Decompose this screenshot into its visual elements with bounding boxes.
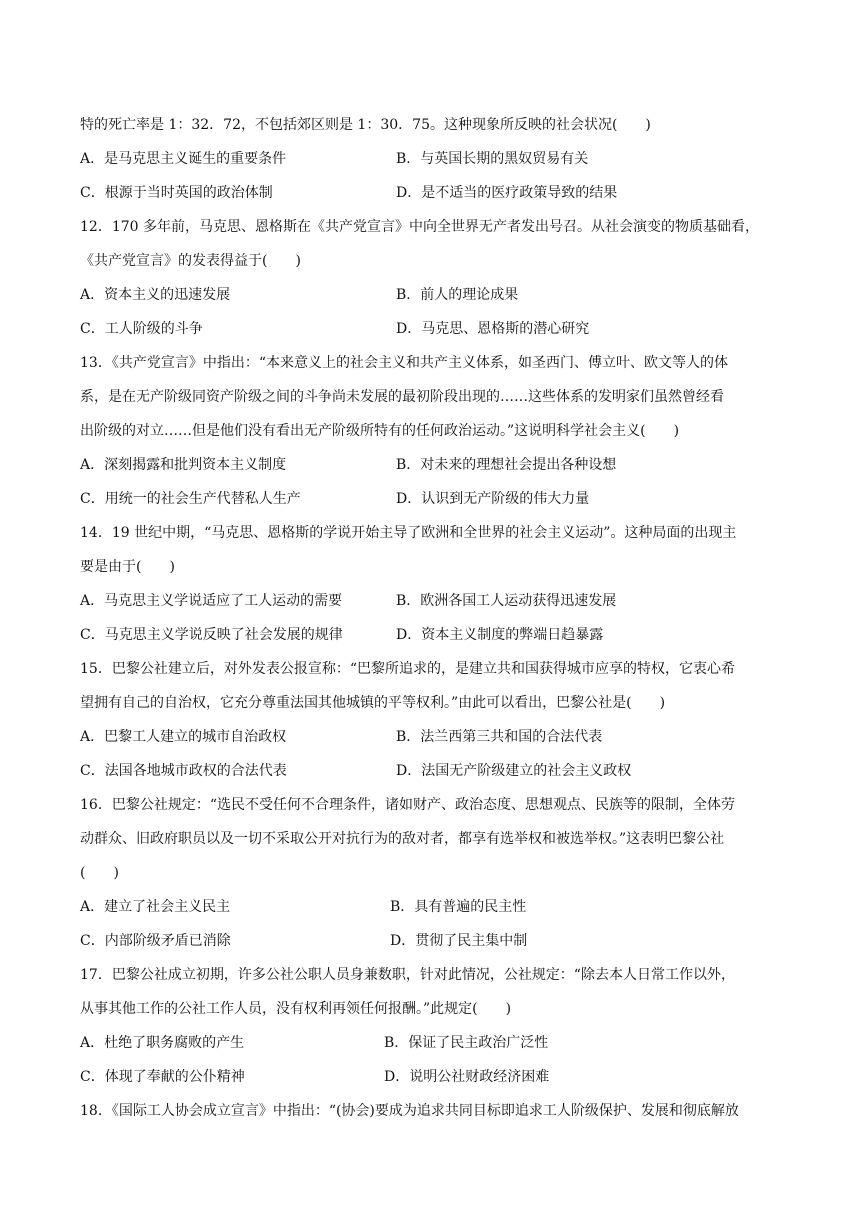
question-16-option-a: A．建立了社会主义民主	[80, 899, 231, 915]
question-11-options-row-1	[80, 142, 785, 176]
question-14-option-b: B．欧洲各国工人运动获得迅速发展	[396, 593, 617, 609]
question-16-option-b: B．具有普遍的民主性	[390, 899, 527, 915]
question-17-stem-line-1: 17．巴黎公社成立初期，许多公社公职人员身兼数职，针对此情况，公社规定：“除去本人日常工作以外，	[80, 967, 735, 983]
question-17-option-a: A．杜绝了职务腐败的产生	[80, 1035, 245, 1051]
question-14-option-d: D．资本主义制度的弊端日趋暴露	[396, 627, 604, 643]
question-12-options-row-2	[80, 312, 785, 346]
question-16-stem-line-1: 16．巴黎公社规定：“选民不受任何不合理条件，诸如财产、政治态度、思想观点、民族等的限制，全体劳	[80, 797, 735, 813]
question-17-stem-line-2: 从事其他工作的公社工作人员，没有权利再领任何报酬。”此规定( )	[80, 1001, 512, 1017]
question-14-options-row-2	[80, 618, 785, 652]
question-11-option-b: B．与英国长期的黑奴贸易有关	[396, 151, 589, 167]
question-15-option-d: D．法国无产阶级建立的社会主义政权	[396, 763, 632, 779]
question-14-option-a: A．马克思主义学说适应了工人运动的需要	[80, 593, 343, 609]
question-13-stem-line-1: 13．《共产党宣言》中指出：“本来意义上的社会主义和共产主义体系，如圣西门、傅立叶、欧文等人的体	[80, 355, 728, 371]
question-16-option-d: D．贯彻了民主集中制	[390, 933, 528, 949]
question-14-stem-line-1: 14．19 世纪中期，“马克思、恩格斯的学说开始主导了欧洲和全世界的社会主义运动”。这种局面的出现主	[80, 525, 737, 541]
question-13-option-a: A．深刻揭露和批判资本主义制度	[80, 457, 287, 473]
question-13-option-d: D．认识到无产阶级的伟大力量	[396, 491, 590, 507]
question-12-option-a: A．资本主义的迅速发展	[80, 287, 231, 303]
question-12-option-c: C．工人阶级的斗争	[80, 321, 203, 337]
question-15-stem-line-2: 望拥有自己的自治权，它充分尊重法国其他城镇的平等权利。”由此可以看出，巴黎公社是( )	[80, 695, 666, 711]
question-17-option-c: C．体现了奉献的公仆精神	[80, 1069, 245, 1085]
question-15-option-b: B．法兰西第三共和国的合法代表	[396, 729, 603, 745]
question-16-options-row-1	[80, 890, 785, 924]
question-17-option-b: B．保证了民主政治广泛性	[384, 1035, 549, 1051]
question-13-option-b: B．对未来的理想社会提出各种设想	[396, 457, 617, 473]
question-11-option-a: A．是马克思主义诞生的重要条件	[80, 151, 287, 167]
question-15-options-row-1	[80, 720, 785, 754]
question-11-option-c: C．根源于当时英国的政治体制	[80, 185, 273, 201]
question-15-options-row-2	[80, 754, 785, 788]
question-17-options-row-1	[80, 1026, 785, 1060]
question-13-stem-line-2: 系，是在无产阶级同资产阶级之间的斗争尚未发展的最初阶段出现的……这些体系的发明家们虽然曾经看	[80, 389, 724, 405]
question-18-stem-line-1: 18．《国际工人协会成立宣言》中指出：“(协会)要成为追求共同目标即追求工人阶级保护、发展和彻底解放	[80, 1103, 739, 1119]
question-12-option-d: D．马克思、恩格斯的潜心研究	[396, 321, 590, 337]
question-13-options-row-2	[80, 482, 785, 516]
question-13-stem-line-3: 出阶级的对立……但是他们没有看出无产阶级所特有的任何政治运动。”这说明科学社会主义( )	[80, 423, 680, 439]
question-12-stem-line-1: 12．170 多年前，马克思、恩格斯在《共产党宣言》中向全世界无产者发出号召。从社会演变的物质基础看，	[80, 219, 759, 235]
question-11-option-d: D．是不适当的医疗政策导致的结果	[396, 185, 618, 201]
question-16-stem-line-2: 动群众、旧政府职员以及一切不采取公开对抗行为的敌对者，都享有选举权和被选举权。”这表明巴黎公社	[80, 831, 725, 847]
question-17-option-d: D．说明公社财政经济困难	[384, 1069, 550, 1085]
question-15-stem-line-1: 15．巴黎公社建立后，对外发表公报宣称：“巴黎所追求的，是建立共和国获得城市应享的特权，它衷心希	[80, 661, 735, 677]
question-15-option-c: C．法国各地城市政权的合法代表	[80, 763, 287, 779]
question-12-option-b: B．前人的理论成果	[396, 287, 519, 303]
question-14-options-row-1	[80, 584, 785, 618]
exam-page	[80, 108, 785, 1128]
question-12-stem-line-2: 《共产党宣言》的发表得益于( )	[80, 253, 301, 269]
question-16-option-c: C．内部阶级矛盾已消除	[80, 933, 231, 949]
question-13-options-row-1	[80, 448, 785, 482]
question-17-options-row-2	[80, 1060, 785, 1094]
question-16-options-row-2	[80, 924, 785, 958]
question-16-stem-line-3: ( )	[80, 865, 119, 881]
question-11-options-row-2	[80, 176, 785, 210]
question-12-options-row-1	[80, 278, 785, 312]
question-14-stem-line-2: 要是由于( )	[80, 559, 175, 575]
question-15-option-a: A．巴黎工人建立的城市自治政权	[80, 729, 287, 745]
question-11-stem-tail: 特的死亡率是 1：32．72，不包括郊区则是 1：30．75。这种现象所反映的社会状况( )	[80, 117, 651, 133]
question-14-option-c: C．马克思主义学说反映了社会发展的规律	[80, 627, 343, 643]
question-13-option-c: C．用统一的社会生产代替私人生产	[80, 491, 301, 507]
